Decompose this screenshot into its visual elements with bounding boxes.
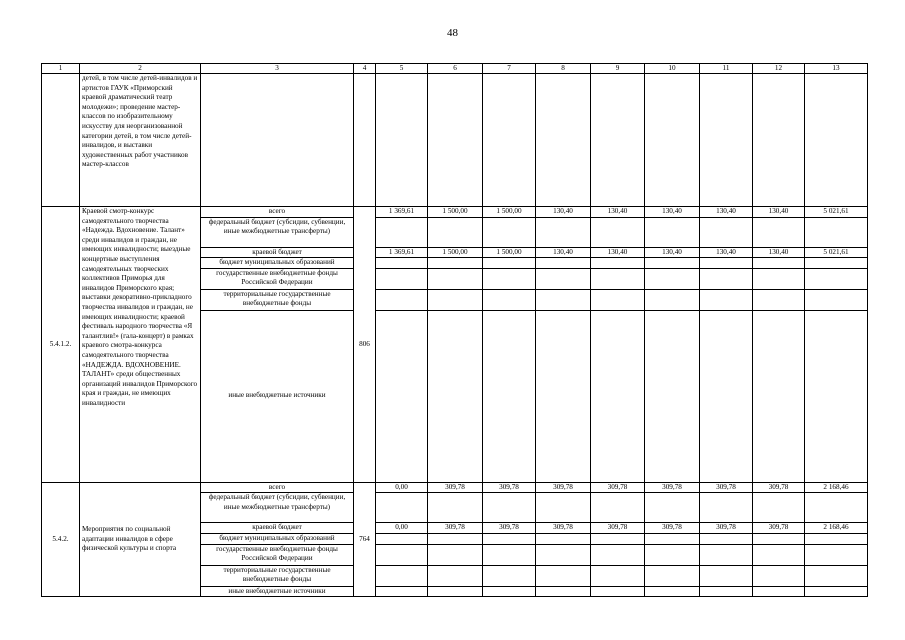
value-cell (591, 268, 645, 289)
value-cell (700, 310, 753, 482)
value-cell (376, 586, 428, 597)
empty-cell (376, 74, 428, 207)
value-cell (645, 217, 700, 247)
value-cell (483, 544, 536, 565)
value-cell (428, 544, 483, 565)
value-cell: 130,40 (700, 207, 753, 218)
value-cell (536, 586, 591, 597)
value-cell: 309,78 (645, 523, 700, 534)
item-name: Мероприятия по социальной адаптации инвалидов в сфере физической культуры и спорта (80, 482, 201, 596)
funding-source: иные внебюджетные источники (201, 586, 354, 597)
value-cell (645, 586, 700, 597)
value-cell (645, 258, 700, 269)
value-cell: 309,78 (536, 523, 591, 534)
value-cell: 0,00 (376, 482, 428, 493)
value-cell: 309,78 (428, 482, 483, 493)
col-header: 11 (700, 64, 753, 74)
value-cell (700, 258, 753, 269)
value-cell (805, 533, 868, 544)
value-cell: 1 500,00 (428, 247, 483, 258)
col-header: 4 (354, 64, 376, 74)
value-cell: 130,40 (591, 247, 645, 258)
value-cell (536, 544, 591, 565)
value-cell (591, 289, 645, 310)
value-cell (700, 586, 753, 597)
value-cell: 130,40 (753, 207, 805, 218)
col-header: 13 (805, 64, 868, 74)
funding-source: краевой бюджет (201, 247, 354, 258)
value-cell (700, 268, 753, 289)
value-cell (645, 565, 700, 586)
empty-cell (354, 74, 376, 207)
value-cell (591, 565, 645, 586)
funding-source: иные внебюджетные источники (201, 310, 354, 482)
col-header: 3 (201, 64, 354, 74)
value-cell (428, 533, 483, 544)
value-cell (483, 289, 536, 310)
value-cell: 5 021,61 (805, 247, 868, 258)
funding-source: федеральный бюджет (субсидии, субвенции, иные межбюджетные трансферты) (201, 493, 354, 523)
value-cell (700, 217, 753, 247)
value-cell (700, 493, 753, 523)
value-cell (483, 533, 536, 544)
value-cell (753, 586, 805, 597)
value-cell (645, 268, 700, 289)
value-cell: 2 168,46 (805, 482, 868, 493)
value-cell (376, 544, 428, 565)
value-cell: 309,78 (591, 482, 645, 493)
value-cell (805, 493, 868, 523)
value-cell (645, 533, 700, 544)
value-cell: 130,40 (645, 207, 700, 218)
value-cell: 2 168,46 (805, 523, 868, 534)
empty-cell (645, 74, 700, 207)
value-cell (591, 310, 645, 482)
value-cell (805, 217, 868, 247)
value-cell (645, 310, 700, 482)
funding-source: федеральный бюджет (субсидии, субвенции, иные межбюджетные трансферты) (201, 217, 354, 247)
value-cell: 309,78 (591, 523, 645, 534)
col-header: 5 (376, 64, 428, 74)
header-row (42, 64, 868, 74)
value-cell (376, 565, 428, 586)
funding-source: территориальные государственные внебюджетные фонды (201, 565, 354, 586)
value-cell (753, 258, 805, 269)
value-cell (753, 217, 805, 247)
col-header: 2 (80, 64, 201, 74)
value-cell: 130,40 (645, 247, 700, 258)
value-cell (428, 258, 483, 269)
value-cell (591, 544, 645, 565)
value-cell (753, 493, 805, 523)
source-row (42, 482, 868, 493)
funding-source: краевой бюджет (201, 523, 354, 534)
value-cell: 1 369,61 (376, 247, 428, 258)
value-cell: 1 500,00 (483, 247, 536, 258)
col-header: 1 (42, 64, 80, 74)
continuation-row (42, 74, 868, 207)
funding-source: бюджет муниципальных образований (201, 258, 354, 269)
value-cell (428, 310, 483, 482)
value-cell (376, 493, 428, 523)
value-cell (700, 289, 753, 310)
value-cell (483, 310, 536, 482)
grbs-code: 806 (354, 207, 376, 483)
value-cell: 0,00 (376, 523, 428, 534)
value-cell (700, 544, 753, 565)
value-cell: 1 369,61 (376, 207, 428, 218)
value-cell: 309,78 (700, 482, 753, 493)
col-header: 6 (428, 64, 483, 74)
value-cell (536, 533, 591, 544)
value-cell (591, 533, 645, 544)
value-cell: 130,40 (591, 207, 645, 218)
empty-cell (591, 74, 645, 207)
value-cell: 1 500,00 (483, 207, 536, 218)
col-header: 12 (753, 64, 805, 74)
value-cell (805, 586, 868, 597)
value-cell: 309,78 (428, 523, 483, 534)
value-cell: 1 500,00 (428, 207, 483, 218)
empty-cell (428, 74, 483, 207)
value-cell (645, 289, 700, 310)
value-cell: 309,78 (536, 482, 591, 493)
value-cell (700, 565, 753, 586)
value-cell (805, 289, 868, 310)
value-cell (428, 289, 483, 310)
continuation-num-cell (42, 74, 80, 207)
value-cell (645, 544, 700, 565)
value-cell (753, 310, 805, 482)
value-cell (753, 268, 805, 289)
value-cell (536, 289, 591, 310)
value-cell (483, 586, 536, 597)
value-cell (753, 565, 805, 586)
source-row (42, 207, 868, 218)
value-cell (483, 268, 536, 289)
value-cell (536, 565, 591, 586)
empty-cell (700, 74, 753, 207)
value-cell (753, 289, 805, 310)
value-cell (376, 289, 428, 310)
value-cell: 130,40 (536, 207, 591, 218)
item-name: Краевой смотр-конкурс самодеятельного творчества «Надежда. Вдохновение. Талант» среди инвалидов и граждан, не имеющих инвалидности; выездные концертные выступления самодеятельных творческих коллективов Приморья для инвалидов Приморского края; выставки декоративно-прикладного творчества инвалидов и граждан, не имеющих инвалидности; краевой фестиваль народного творчества «Я талантлив!» (гала-концерт) в рамках краевого смотра-конкурса самодеятельного творчества «НАДЕЖДА. ВДОХНОВЕНИЕ. ТАЛАНТ» среди общественных организаций инвалидов Приморского края и граждан, не имеющих инвалидности (80, 207, 201, 483)
value-cell: 5 021,61 (805, 207, 868, 218)
value-cell (428, 586, 483, 597)
value-cell (428, 268, 483, 289)
value-cell: 309,78 (753, 523, 805, 534)
value-cell (376, 268, 428, 289)
value-cell (536, 217, 591, 247)
funding-source: бюджет муниципальных образований (201, 533, 354, 544)
col-header: 7 (483, 64, 536, 74)
value-cell: 309,78 (700, 523, 753, 534)
value-cell (483, 217, 536, 247)
empty-cell (753, 74, 805, 207)
value-cell: 309,78 (483, 523, 536, 534)
value-cell (428, 217, 483, 247)
page-number: 48 (447, 27, 458, 39)
value-cell (591, 586, 645, 597)
funding-source: всего (201, 482, 354, 493)
value-cell (591, 217, 645, 247)
budget-table (41, 63, 868, 597)
empty-cell (536, 74, 591, 207)
value-cell (376, 310, 428, 482)
funding-source: государственные внебюджетные фонды Российской Федерации (201, 268, 354, 289)
value-cell (700, 533, 753, 544)
value-cell: 309,78 (645, 482, 700, 493)
value-cell (376, 217, 428, 247)
value-cell (645, 493, 700, 523)
empty-cell (805, 74, 868, 207)
value-cell (591, 493, 645, 523)
value-cell (805, 268, 868, 289)
value-cell (483, 565, 536, 586)
value-cell (805, 544, 868, 565)
value-cell (376, 258, 428, 269)
col-header: 8 (536, 64, 591, 74)
grbs-code: 764 (354, 482, 376, 596)
value-cell: 130,40 (753, 247, 805, 258)
col-header: 9 (591, 64, 645, 74)
value-cell (536, 310, 591, 482)
continuation-text: детей, в том числе детей-инвалидов и артистов ГАУК «Приморский краевой драматический театр молодежи»; проведение мастер-классов по изобразительному искусству для неорганизованной категории детей, в том числе детей-инвалидов, и выставки художественных работ участников мастер-классов (80, 74, 201, 207)
value-cell (753, 533, 805, 544)
value-cell (483, 493, 536, 523)
value-cell (536, 268, 591, 289)
value-cell (805, 258, 868, 269)
col-header: 10 (645, 64, 700, 74)
value-cell (536, 258, 591, 269)
item-number: 5.4.1.2. (42, 207, 80, 483)
value-cell (591, 258, 645, 269)
value-cell (376, 533, 428, 544)
item-number: 5.4.2. (42, 482, 80, 596)
value-cell (428, 493, 483, 523)
funding-source: территориальные государственные внебюджетные фонды (201, 289, 354, 310)
empty-cell (201, 74, 354, 207)
value-cell: 309,78 (753, 482, 805, 493)
funding-source: государственные внебюджетные фонды Российской Федерации (201, 544, 354, 565)
funding-source: всего (201, 207, 354, 218)
empty-cell (483, 74, 536, 207)
value-cell: 309,78 (483, 482, 536, 493)
value-cell (753, 544, 805, 565)
value-cell (536, 493, 591, 523)
value-cell (805, 565, 868, 586)
value-cell (483, 258, 536, 269)
value-cell (428, 565, 483, 586)
value-cell: 130,40 (536, 247, 591, 258)
value-cell: 130,40 (700, 247, 753, 258)
value-cell (805, 310, 868, 482)
